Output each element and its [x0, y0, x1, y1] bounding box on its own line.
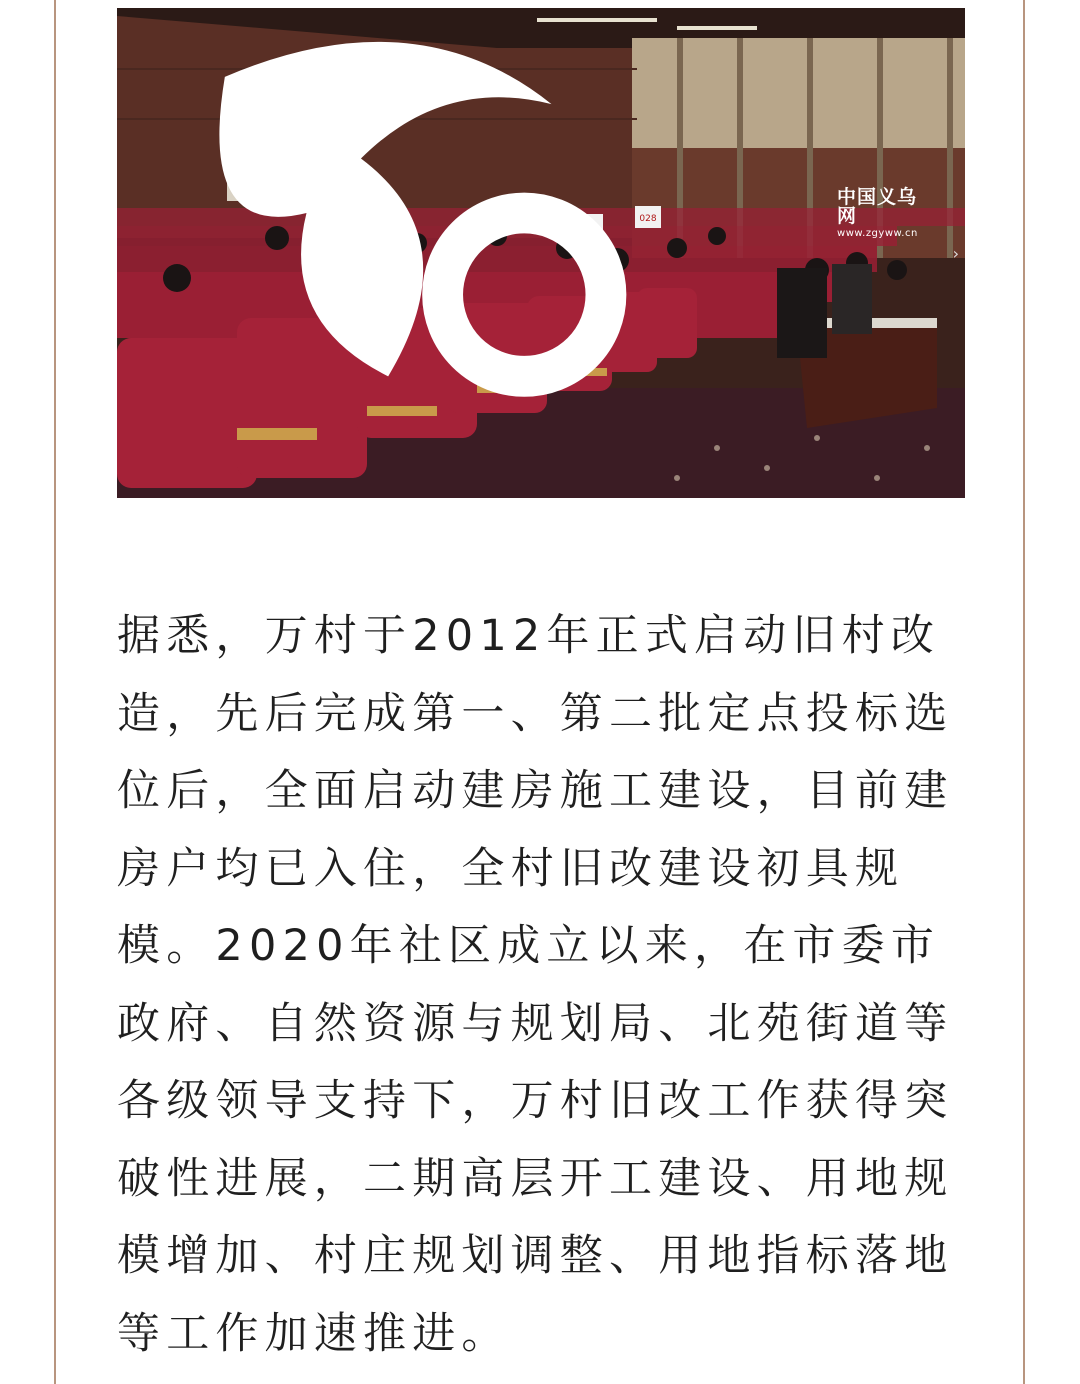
zgyww-logo-icon [117, 8, 831, 458]
article-paragraph: 据悉，万村于2012年正式启动旧村改造，先后完成第一、第二批定点投标选位后，全面启动建房施工建设，目前建房户均已入住，全村旧改建设初具规模。2020年社区成立以来，在市委市政府、自然资源与规划局、北苑街道等各级领导支持下，万村旧改工作获得突破性进展，二期高层开工建设、用地规模增加、村庄规划调整、用地指标落地等工作加速推进。 [117, 611, 954, 1359]
watermark-url: www.zgyww.cn [837, 227, 918, 239]
watermark-name: 中国义乌网 [837, 185, 918, 227]
frame-border-left [54, 0, 56, 1384]
chevron-right-icon: › [952, 244, 959, 263]
bid-placard-number: 028 [639, 214, 657, 224]
frame-border-right [1023, 0, 1025, 1384]
auditorium-photo [117, 8, 965, 498]
bid-placard-number: 028 [579, 228, 599, 239]
watermark [117, 8, 935, 458]
